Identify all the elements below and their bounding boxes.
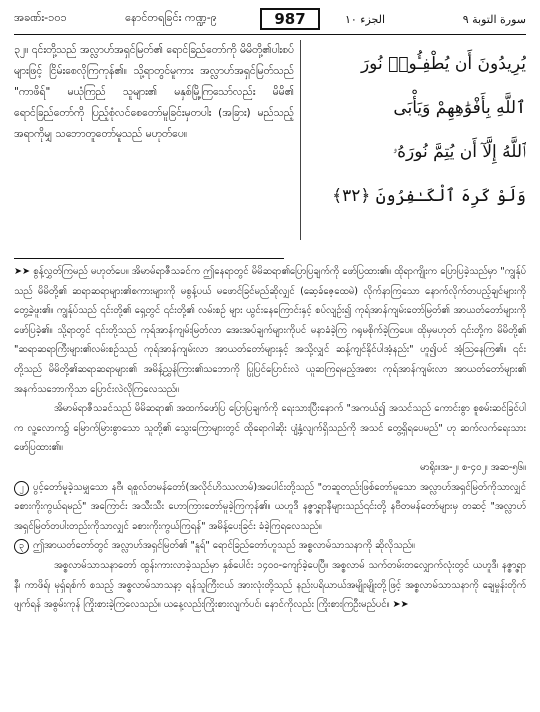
arabic-verse [304, 42, 526, 218]
chapter-label: အခဏ်း-၁၀၁ [14, 11, 67, 24]
footnote-number: ၂ [14, 481, 29, 496]
commentary-paragraph: ➤➤ စွန့်လွှတ်ကြမည် မဟုတ်ပေ။ အိမာမ်ရာဇီသခင်က ဤနေရာတွင် မိမိဆရာ၏ပြောပြချက်ကို ဖော်ပြထား၏။ ထိုရာကျိုးက ပြောပြခဲ့သည်မှာ "ကျွန်ုပ်သည် မိမိတို့၏ ဆရာဆရာများ၏စကားများကို မစွန့်ပယ် မဖောင်ခြင်မည်ဆိုလျှင် (ဆေ့ခ်ဇေ့ထေမဲ) လိုက်နာကြသော နောက်လိုက်တပည့်ချင်များကို တွေ့ခဲ့ဖူး၏။ ကျွန်ုပ်သည် ၎င်းတို့၏ ရှေ့တွင် ၎င်းတို့၏ လမ်းစဉ် များ ယွင်းနေကြောင်းနှင့် စပ်လျဉ်း၍ ကုရ်အာန်ကျမ်းတော်မြတ်၏ အာယတ်တော်များကို ဖော်ပြခဲ့၏။ သို့ရာတွင် ၎င်းတို့သည် ကုရ်အာန်ကျမ်းမြတ်လာ အေးအပ်ချက်များကိုပင် မနာခံခဲ့ကြ ဂရုမစိုက်ခဲ့ကြပေ။ ထိုမှမဟုတ် ၎င်းတို့က မိမိတို့၏ "ဆရာဆရာကြီးများ၏လမ်းစဉ်သည် ကုရ်အာန်ကျမ်းလာ အာယတ်တော်များနှင့် အသို့လျှင် ဆန့်ကျင်နိုင်ပါအံ့နည်း" ဟူ၍ပင် အံ့သြနေကြ၏။ ၎င်းတို့သည် မိမိတို့၏ဆရာဆရာများ၏ အမိန့်ညွှန်ကြား၏သဘောကို ပြုပြင်ပြောင်းလဲ ယူဆကြရမည့်အစား ကုရ်အာန်ကျမ်းလာ အာယတ်တော်များ၏ အနက်သဘောကိုသာ ပြောင်းလဲလိုကြလေသည်။ [14, 266, 526, 395]
footnote-divider [14, 258, 284, 259]
arabic-line: يُرِيدُونَ أَن يُطْفِـُٔوا۟ نُورَ [360, 54, 526, 74]
footnote-text: ပွင့်တော်မူခဲ့သမျှသော နဗီ၊ ရစူလ်တမန်တော်(အလိုင်ဟိဿလာမ်)အပေါင်းတို့သည် "တဆူတည်းဖြစ်တော်မူသော အလ္လာဟ်အရှင်မြတ်ကိုသာလျှင် ခစားကိုးကွယ်ရမည်" အကြောင်း အသီးသီး ဟောကြားတော်မူခဲ့ကြကုန်၏။ ယဟူဒီ နဇ္စ္ဇာရာနီများသည်၎င်းတို့ နဗီတမန်တော်များမှ တဆင့် "အလ္လာဟ်အရှင်မြတ်တပါးတည်းကိုသာလျှင် ခစားကိုးကွယ်ကြရန်" အမိန့်ပေးခြင်း ခံခဲ့ကြရလေသည်။ [14, 481, 526, 532]
footnote-2 [14, 478, 526, 537]
header-divider [14, 34, 526, 35]
footnote-number: ၃ [14, 539, 29, 554]
commentary-paragraph: အစ္စလာမ်သာသနာတော် ထွန်းကားလာခဲ့သည်မှာ နှစ်ပေါင်း ၁၄၀၀-ကျော်ခဲ့ပေပြီ။ အစ္စလာမ် သက်တမ်းတလျှောက်လုံးတွင် ယဟူဒီ၊ နဇ္စ္ဇာရာနီ၊ ကာဖိရ်၊ မုရှ်ရစ်က် စသည့် အစ္စလာမ်သာသနာ့ ရန်သူကြီးငယ် အားလုံးတို့သည် နည်းပရိယာယ်အမျိုးမျိုးတို့ဖြင့် အစ္စလာမ်သာသနာကို ချေမှုန်းတိုက်ဖျက်ရန် အစွမ်းကုန် ကြိုးစားခဲ့ကြလေသည်။ ယနေ့လည်းကြိုးစားလျက်ပင်၊ နောင်ကိုလည်း ကြိုးစားကြဦးမည်ပင်။ ➤➤ [14, 559, 526, 611]
arabic-line: وَلَوْ كَرِهَ ٱلْكَـٰفِرُونَ ﴿٣٢﴾ [332, 186, 526, 206]
surah-section-label: နောင်တရခြင်း ကဏ္ဍ-၉ [125, 11, 217, 24]
surah-title: سورة التوبة ۹ [462, 12, 526, 26]
footnote-3 [14, 536, 526, 556]
reference-citation: မာရိုး။အ-၂၊ စ-၄၀၂၊ အဆ-၅၆။ [420, 461, 526, 473]
page-header [14, 8, 526, 30]
arabic-line: ٱللَّهُ إِلَّآ أَن يُتِمَّ نُورَهُۥ [392, 142, 526, 162]
juz-label: الجزء ۱۰ [344, 12, 386, 26]
column-divider [300, 40, 301, 240]
footnote-text: ဤအာယတ်တော်တွင် အလ္လာဟ်အရှင်မြတ်၏ "နူရ်" ရောင်ခြည်တော်ဟူသည် အစ္စလာမ်သာသနာကို ဆိုလိုသည်။ [33, 540, 415, 552]
page-number: 987 [260, 8, 320, 30]
arabic-line: ٱللَّهِ بِأَفْوَٰهِهِمْ وَيَأْبَى [393, 98, 526, 118]
commentary-paragraph: အိမာမ်ရာဇီသခင်သည် မိမိဆရာ၏ အထက်ဖော်ပြ ပြောပြချက်ကို ရေးသားပြီးနောက် "အကယ်၍ အသင်သည် ကောင်းစွာ စူစမ်းဆင်ခြင်ပါက လူ့လောက၌ မြောက်မြားစွာသော သူတို့၏ သွေးကြောများတွင် ထိုရောဂါဆိုး ပျံ့နှံ့လျက်ရှိသည်ကို အသင် တွေ့ရှိရပေမည်" ဟု ဆက်လက်ရေးသား ဖော်ပြထား၏။ [14, 403, 526, 454]
commentary [14, 262, 526, 615]
verse-translation: ၃၂။ ၎င်းတို့သည် အလ္လာဟ်အရှင်မြတ်၏ ရောင်ခြည်တော်ကို မိမိတို့၏ပါးစပ်များဖြင့် ငြိမ်းစေလိုကြကုန်၏။ သို့ရာတွင်မူကား အလ္လာဟ်အရှင်မြတ်သည် "ကာဖိရ်" မယုံကြည် သူများ၏ မနှစ်မြို့ကြသော်လည်း မိမိ၏ ရောင်ခြည်တော်ကို ပြည့်စုံလင်စေတော်မူခြင်းမှတပါး (အခြား) မည်သည့်အရာကိုမျှ သဘောတူတော်မူသည် မဟုတ်ပေ။ [14, 44, 294, 140]
